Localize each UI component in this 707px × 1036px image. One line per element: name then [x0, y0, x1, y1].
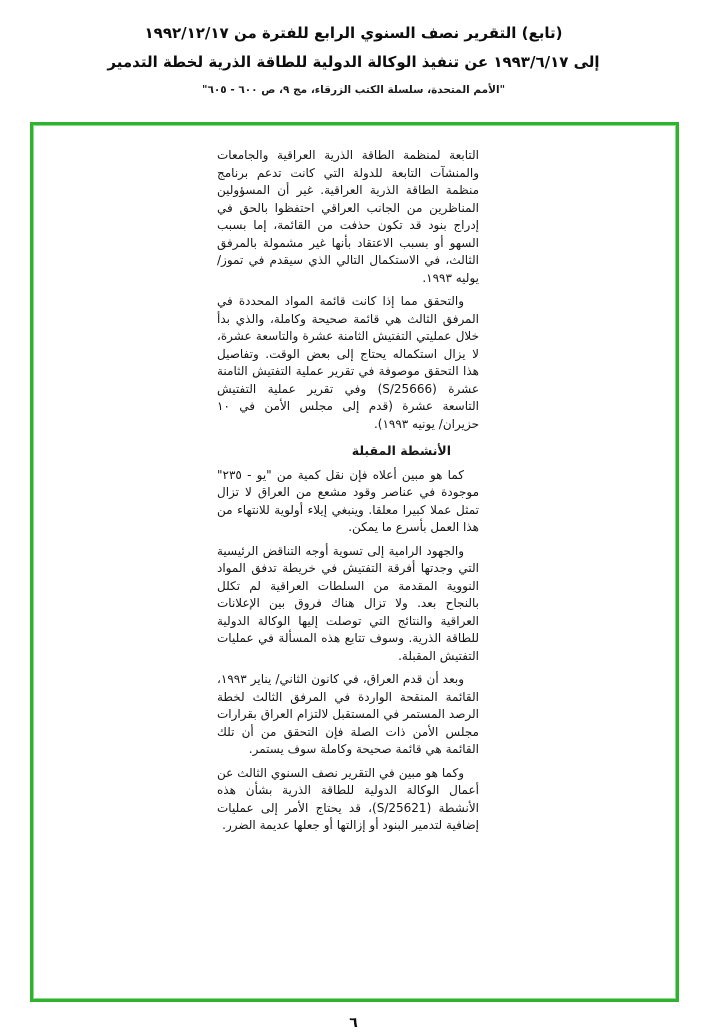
doc-title-line2: إلى ١٩٩٣/٦/١٧ عن تنفيذ الوكالة الدولية للطاقة الذرية لخطة التدمير — [107, 53, 600, 72]
page-number: ٦ — [349, 1015, 358, 1031]
paragraph-6: وكما هو مبين في التقرير نصف السنوي الثالث عن أعمال الوكالة الدولية للطاقة الذرية بشأن هذه الأنشطة (S/25621)، قد يحتاج الأمر إلى عمليات إضافية لتدمير البنود أو إزالتها أو جعلها عديمة الضرر. — [217, 765, 479, 832]
text-column — [217, 147, 479, 835]
doc-source-citation: "الأمم المتحدة، سلسلة الكتب الزرقاء، مج ٩، ص ٦٠٠ - ٦٠٥" — [201, 83, 506, 96]
green-frame — [30, 122, 679, 1002]
paragraph-4: والجهود الرامية إلى تسوية أوجه التناقض الرئيسية التي وجدتها أفرقة التفتيش في خريطة تدفق المواد النووية المقدمة من السلطات العراقية لم تكلل بالنجاح بعد. ولا تزال هناك فروق بين الإعلانات العراقية والنتائج التي توصلت إليها الوكالة الدولية للطاقة الذرية. وسوف تتابع هذه المسألة في عمليات التفتيش المقبلة. — [217, 543, 479, 663]
paragraph-2: والتحقق مما إذا كانت قائمة المواد المحددة في المرفق الثالث هي قائمة صحيحة وكاملة، والذي بدأ خلال عمليتي التفتيش الثامنة عشرة والتاسعة عشرة، لا يزال استكماله يحتاج إلى بعض الوقت. وتفاصيل هذا التحقق موصوفة في تقرير عملية التفتيش الثامنة عشرة (S/25666) وفي تقرير عملية التفتيش التاسعة عشرة (قدم إلى مجلس الأمن في ١٠ حزيران/ يونيه ١٩٩٣). — [217, 294, 479, 431]
document-header — [0, 22, 707, 96]
paragraph-1: التابعة لمنظمة الطاقة الذرية العراقية والجامعات والمنشآت التابعة للدولة التي كانت تدعم برنامج منظمة الطاقة الذرية العراقية. غير أن المسؤولين المناظرين من الجانب العراقي احتفظوا بالحق في إدراج بنود قد تكون حذفت من القائمة، إما بسبب السهو أو بسبب الاعتقاد بأنها غير مشمولة بالمرفق الثالث، في الاستكمال التالي الذي سيقدم في تموز/ يوليه ١٩٩٣. — [217, 148, 479, 285]
paragraph-5: وبعد أن قدم العراق، في كانون الثاني/ يناير ١٩٩٣، القائمة المنقحة الواردة في المرفق الثالث لخطة الرصد المستمر في المستقبل لالتزام العراق بقرارات مجلس الأمن ذات الصلة فإن التحقق من أن تلك القائمة هي قائمة صحيحة وكاملة سوف يستمر. — [217, 672, 479, 756]
section-heading-future-activities: الأنشطة المقبلة — [351, 443, 451, 458]
paragraph-3: كما هو مبين أعلاه فإن نقل كمية من "يو - ٢٣٥" موجودة في عناصر وقود مشعع من العراق لا تزال تمثل عملا كبيرا معلقا. وينبغي إيلاء أولوية للانتهاء من هذا العمل بأسرع ما يمكن. — [217, 467, 479, 534]
doc-title-line1: (تابع) التقرير نصف السنوي الرابع للفترة من ١٩٩٢/١٢/١٧ — [144, 24, 563, 42]
